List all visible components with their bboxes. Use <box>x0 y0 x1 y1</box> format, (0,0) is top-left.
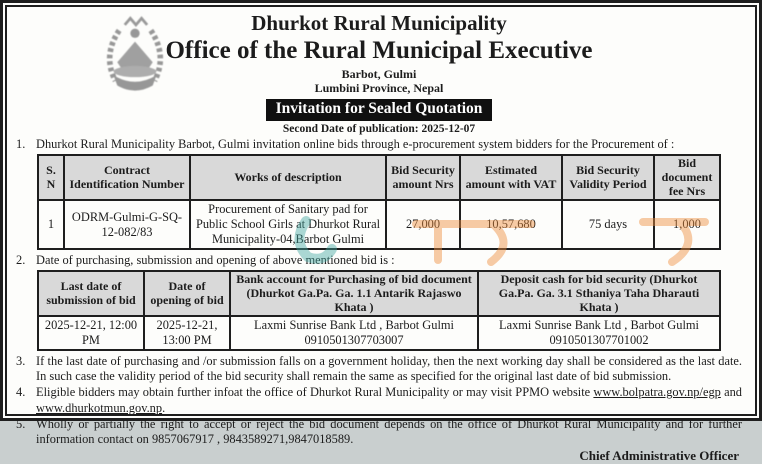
col-header-opening: Date of opening of bid <box>144 271 230 316</box>
cell-bid-security: 27,000 <box>386 200 460 249</box>
clause-3-text: If the last date of purchasing and /or submission falls on a government holiday, then the next working day shall be considered as the last date. In such case the validity period of the bid security shall remain the same as specified for the original last date of bid submission. <box>36 354 742 384</box>
col-header-estimated-amount: Estimated amount with VAT <box>460 155 562 200</box>
clause-2-text: Date of purchasing, submission and opening of above mentioned bid is : <box>36 252 395 267</box>
col-header-validity: Bid Security Validity Period <box>562 155 654 200</box>
deposit-bank-name: Laxmi Sunrise Bank Ltd , Barbot Gulmi <box>499 318 699 333</box>
clause-4-prefix: Eligible bidders may obtain further infoat the office of Dhurkot Rural Municipality or may visit PPMO website <box>36 385 594 400</box>
cell-validity: 75 days <box>562 200 654 249</box>
clause-3 <box>15 354 743 384</box>
cell-estimated-amount: 10,57,680 <box>460 200 562 249</box>
clause-4-middle: and <box>720 385 742 400</box>
clause-4 <box>15 385 743 415</box>
clause-1-number: 1. <box>16 136 26 151</box>
col-header-bid-security: Bid Security amount Nrs <box>386 155 460 200</box>
cell-opening: 2025-12-21, 13:00 PM <box>144 316 230 350</box>
cell-doc-fee: 1,000 <box>654 200 720 249</box>
address-line-1: Barbot, Gulmi <box>341 67 417 81</box>
clause-5-number: 5. <box>16 416 26 431</box>
col-header-sn: S. N <box>38 155 64 200</box>
nepal-coat-of-arms-icon <box>93 13 177 103</box>
cell-sn: 1 <box>38 200 64 249</box>
clause-3-number: 3. <box>16 354 26 369</box>
col-header-purchase-bank: Bank account for Purchasing of bid document (Dhurkot Ga.Pa. Ga. 1.1 Antarik Rajaswo Khata ) <box>230 271 478 316</box>
municipality-title: Dhurkot Rural Municipality <box>251 11 507 35</box>
office-title: Office of the Rural Municipal Executive <box>165 37 593 64</box>
clause-5 <box>15 417 743 447</box>
clause-4-number: 4. <box>16 385 26 400</box>
clause-1 <box>15 137 743 152</box>
procurement-table-row <box>38 200 720 249</box>
col-header-doc-fee: Bid document fee Nrs <box>654 155 720 200</box>
cell-last-submission: 2025-12-21, 12:00 PM <box>38 316 144 350</box>
address-line-2: Lumbini Province, Nepal <box>314 81 444 96</box>
col-header-contract-id: Contract Identification Number <box>64 155 190 200</box>
clause-4-text <box>36 385 743 415</box>
col-header-works: Works of description <box>190 155 386 200</box>
clause-2-number: 2. <box>16 252 26 267</box>
cell-contract-id: ODRM-Gulmi-G-SQ-12-082/83 <box>64 200 190 249</box>
cell-purchase-bank <box>230 316 478 350</box>
notice-title-banner: Invitation for Sealed Quotation <box>266 99 493 121</box>
document-header <box>15 11 743 135</box>
clause-4-suffix: . <box>162 400 166 415</box>
schedule-table <box>37 270 721 351</box>
clause-1-text: Dhurkot Rural Municipality Barbot, Gulmi invitation online bids through e-procurement system bidders for the Procurement of : <box>36 136 675 151</box>
procurement-table-header-row <box>38 155 720 200</box>
schedule-table-row <box>38 316 720 350</box>
procurement-table <box>37 154 721 250</box>
bolpatra-url-link[interactable]: www.bolpatra.gov.np/egp <box>593 385 721 400</box>
col-header-last-submission: Last date of submission of bid <box>38 271 144 316</box>
clause-2 <box>15 253 743 268</box>
cell-works: Procurement of Sanitary pad for Public School Girls at Dhurkot Rural Municipality-04,Barbot Gulmi <box>190 200 386 249</box>
dhurkotmun-url-link[interactable]: www.dhurkotmun.gov.np <box>36 400 163 415</box>
schedule-table-header-row <box>38 271 720 316</box>
document-frame <box>5 5 757 463</box>
publication-date: Second Date of publication: 2025-12-07 <box>282 122 476 135</box>
cell-deposit-bank <box>478 316 720 350</box>
deposit-bank-account: 0910501307701002 <box>549 333 649 348</box>
purchase-bank-account: 0910501307703007 <box>304 333 404 348</box>
purchase-bank-name: Laxmi Sunrise Bank Ltd , Barbot Gulmi <box>254 318 454 333</box>
col-header-deposit-bank: Deposit cash for bid security (Dhurkot Ga.Pa. Ga. 3.1 Sthaniya Taha Dharauti Khata ) <box>478 271 720 316</box>
signature-title: Chief Administrative Officer <box>579 447 739 463</box>
clause-5-text: Wholly or partially the right to accept or reject the bid document depends on the office of Dhurkot Rural Municipality and for further information contact on 9857067917 , 9843589271,9847018589. <box>36 416 742 446</box>
